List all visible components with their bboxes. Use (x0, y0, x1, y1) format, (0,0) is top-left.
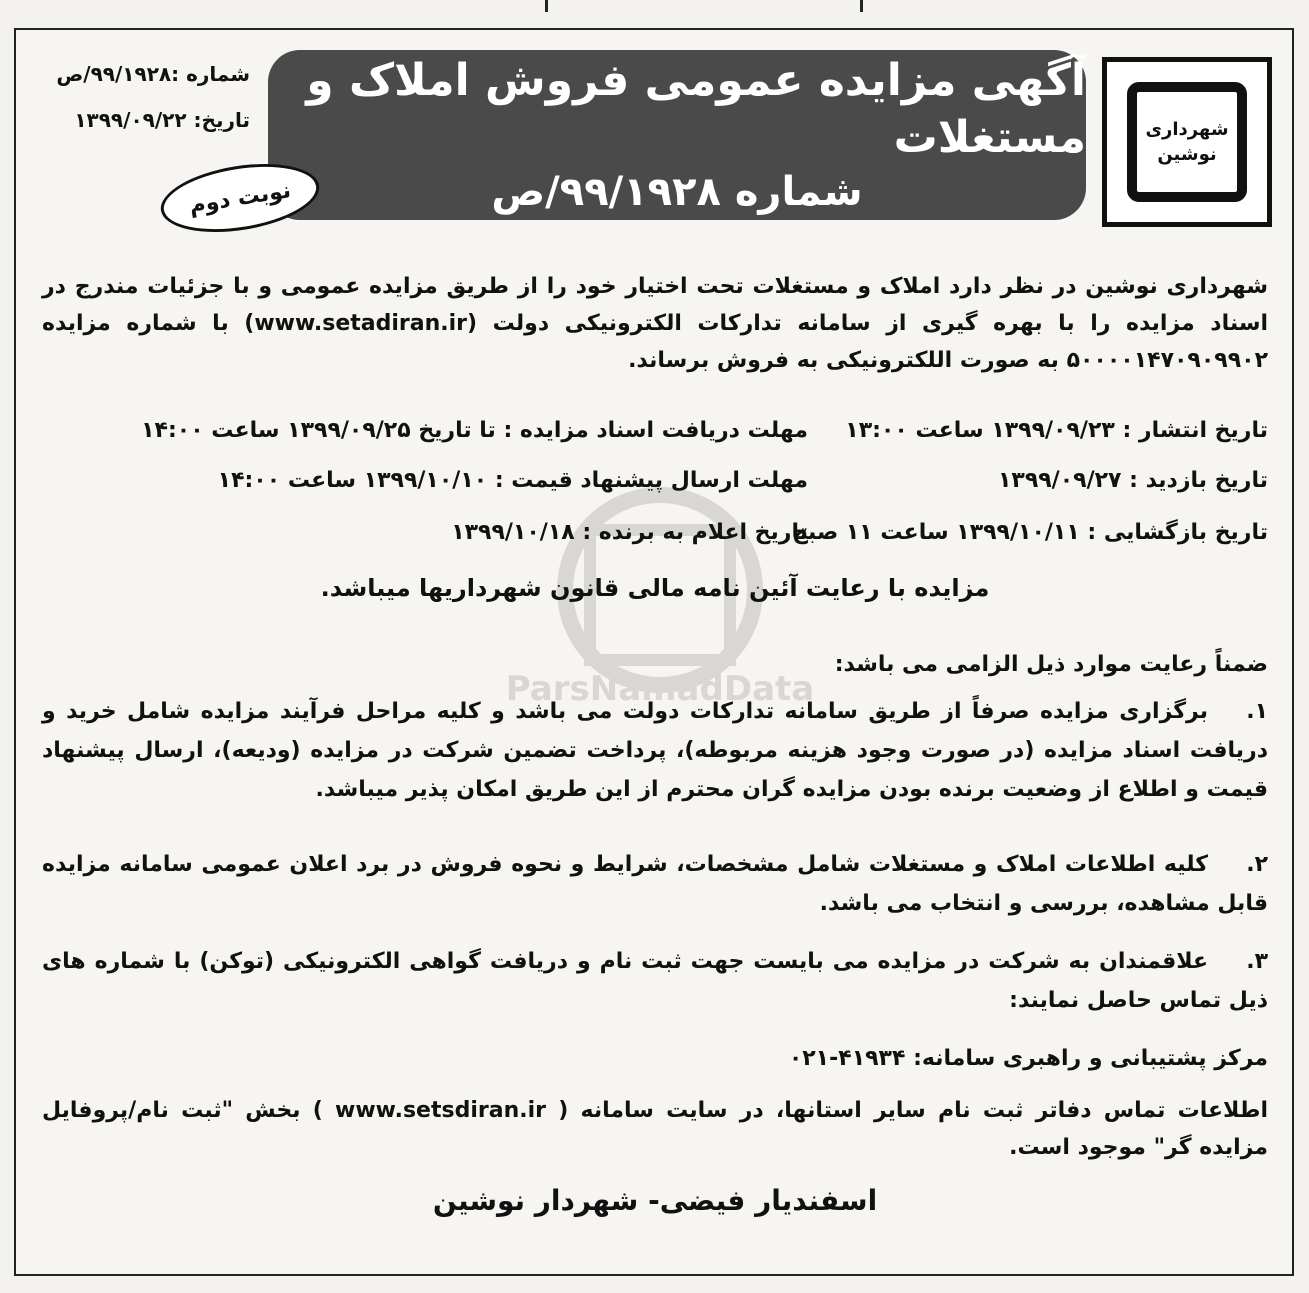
page-edge-line (860, 0, 863, 12)
schedule-row-1 (42, 418, 1268, 458)
page-edge-line (545, 0, 548, 12)
contact-info: اطلاعات تماس دفاتر ثبت نام سایر استانها، در سایت سامانه ( www.setsdiran.ir ) بخش "ثبت نام/پروفایل مزایده گر" موجود است. (42, 1098, 1268, 1160)
item-number: ۳. (1246, 949, 1268, 974)
support-line: مرکز پشتیبانی و راهبری سامانه: ۴۱۹۳۴-۰۲۱ (788, 1046, 1268, 1071)
schedule-row-3 (42, 520, 1268, 560)
regulation-note: مزایده با رعایت آئین نامه مالی قانون شهرداریها میباشد. (320, 574, 990, 602)
page-title: آگهی مزایده عمومی فروش املاک و مستغلات (306, 54, 1086, 163)
logo-seal (1127, 82, 1247, 202)
signature: اسفندیار فیضی- شهردار نوشین (432, 1184, 878, 1217)
municipality-logo (1102, 57, 1272, 227)
docs-deadline: مهلت دریافت اسناد مزایده : تا تاریخ ۱۳۹۹/۰۹/۲۵ ساعت ۱۴:۰۰ (141, 418, 808, 443)
logo-text-1: شهرداری (1145, 118, 1229, 140)
notice-date: تاریخ: ۱۳۹۹/۰۹/۲۲ (74, 108, 250, 132)
item-number: ۲. (1246, 852, 1268, 877)
visit-date: تاریخ بازدید : ۱۳۹۹/۰۹/۲۷ (997, 468, 1268, 493)
requirement-item-3 (42, 942, 1268, 1020)
winner-date: تاریخ اعلام به برنده : ۱۳۹۹/۱۰/۱۸ (451, 520, 808, 545)
logo-text-2: نوشین (1157, 144, 1217, 165)
schedule-row-2 (42, 468, 1268, 508)
intro-paragraph: شهرداری نوشین در نظر دارد املاک و مستغلات تحت اختیار خود را از طریق مزایده عمومی و با جزئیات مندرج در اسناد مزایده را با بهره گیری از سامانه تدارکات الکترونیکی دولت (www.setadiran.ir) با شماره مزایده ۵۰۰۰۰۱۴۷۰۹۰۹۹۰۲ به صورت اللکترونیکی به فروش برساند. (42, 274, 1269, 373)
publish-date: تاریخ انتشار : ۱۳۹۹/۰۹/۲۳ ساعت ۱۳:۰۰ (845, 418, 1268, 443)
bid-deadline: مهلت ارسال پیشنهاد قیمت : ۱۳۹۹/۱۰/۱۰ ساعت ۱۴:۰۰ (217, 468, 808, 493)
item-text: کلیه اطلاعات املاک و مستغلات شامل مشخصات، شرایط و نحوه فروش در برد اعلان عمومی سامانه مزایده قابل مشاهده، بررسی و انتخاب می باشد. (42, 852, 1268, 916)
title-banner (268, 50, 1086, 220)
item-text: علاقمندان به شرکت در مزایده می بایست جهت ثبت نام و دریافت گواهی الکترونیکی (توکن) با شماره های ذیل تماس حاصل نمایند: (42, 949, 1268, 1013)
requirements-heading: ضمناً رعایت موارد ذیل الزامی می باشد: (834, 652, 1268, 677)
round-badge: نوبت دوم (156, 154, 324, 242)
page-subtitle: شماره ۹۹/۱۹۲۸/ص (491, 169, 863, 216)
notice-number: شماره :۹۹/۱۹۲۸/ص (56, 62, 250, 86)
item-number: ۱. (1246, 699, 1268, 724)
requirement-item-2 (42, 845, 1268, 923)
item-text: برگزاری مزایده صرفاً از طریق سامانه تدارکات دولت می باشد و کلیه مراحل فرآیند مزایده شامل خرید و دریافت اسناد مزایده (در صورت وجود هزینه مربوطه)، پرداخت تضمین شرکت در مزایده (ودیعه)، ارسال پیشنهاد قیمت و اطلاع از وضعیت برنده بودن مزایده گران محترم از این طریق امکان پذیر میباشد. (42, 699, 1268, 802)
opening-date: تاریخ بازگشایی : ۱۳۹۹/۱۰/۱۱ ساعت ۱۱ صبح (792, 520, 1268, 545)
requirement-item-1 (42, 692, 1268, 809)
